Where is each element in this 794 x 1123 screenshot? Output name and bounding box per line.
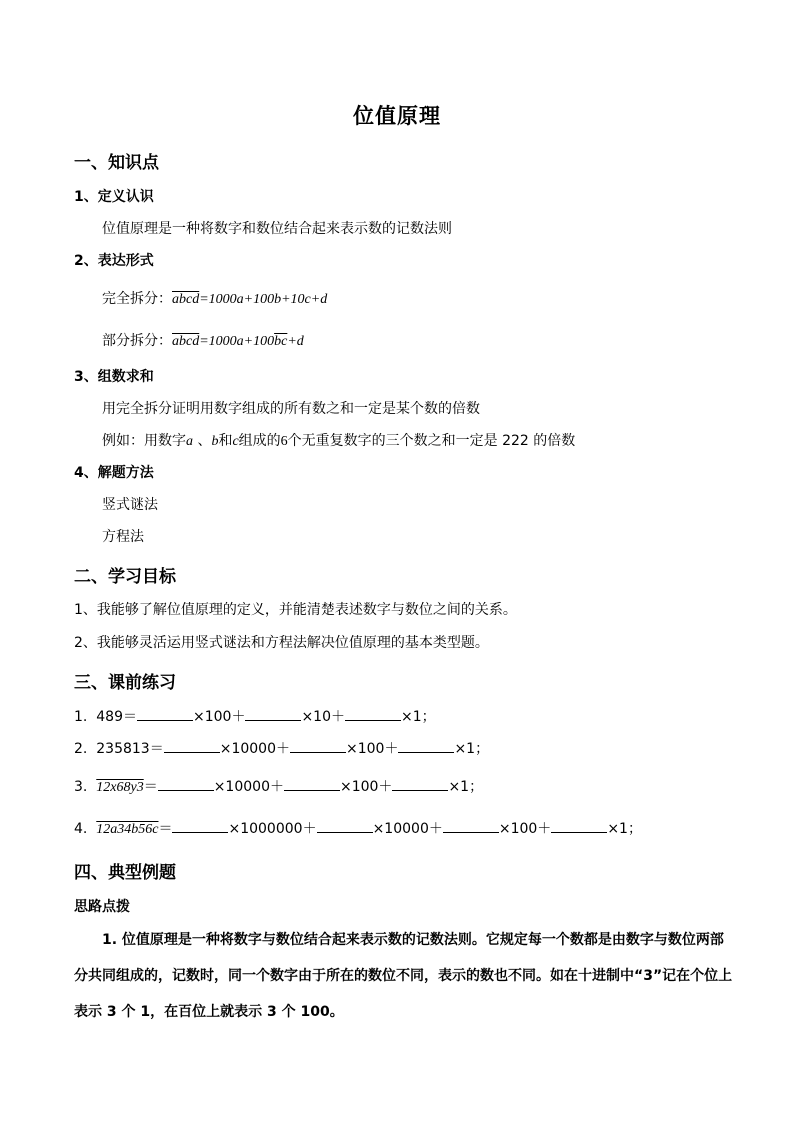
example-sep: 、: [193, 433, 212, 449]
q2-number: 2.: [74, 741, 88, 757]
q4-number: 4.: [74, 821, 88, 837]
example-mid: 组成的: [238, 433, 281, 449]
q2-lhs: 235813＝: [96, 741, 164, 757]
section-practice-heading: 三、课前练习: [74, 673, 176, 693]
method-equation: 方程法: [102, 529, 144, 545]
q4-blank-4[interactable]: [551, 819, 607, 833]
definition-text: 位值原理是一种将数字和数位结合起来表示数的记数法则: [102, 221, 452, 237]
example-and: 和: [218, 433, 233, 449]
q3-term-2: ×100＋: [339, 779, 393, 795]
expression-heading: 2、表达形式: [74, 253, 154, 269]
q1-term-1: ×100＋: [193, 709, 246, 725]
q3-blank-3[interactable]: [392, 777, 448, 791]
partial-split-label: 部分拆分：: [102, 333, 172, 349]
q2-blank-3[interactable]: [398, 739, 454, 753]
q4-term-3: ×100＋: [498, 821, 552, 837]
partial-split-rhs: =1000a+100: [199, 334, 275, 349]
sum-heading: 3、组数求和: [74, 369, 154, 385]
hint-paragraph-text: 1. 位值原理是一种将数字与数位结合起来表示数的记数法则。它规定每一个数都是由数字与数位两部分共同组成的，记数时，同一个数字由于所在的数位不同，表示的数也不同。如在十进制中“3”记在个位上表示 3 个 1，在百位上就表示 3 个 100。: [74, 932, 733, 1020]
example-a: a: [186, 434, 193, 449]
goal-2: 2、我能够灵活运用竖式谜法和方程法解决位值原理的基本类型题。: [74, 635, 489, 651]
q2-blank-1[interactable]: [164, 739, 220, 753]
q3-equals: ＝: [143, 779, 158, 795]
practice-q3: [74, 776, 483, 796]
sum-text: 用完全拆分证明用数字组成的所有数之和一定是某个数的倍数: [102, 401, 480, 417]
q3-number: 3.: [74, 779, 88, 795]
section-knowledge-heading: 一、知识点: [74, 153, 159, 173]
q2-term-1: ×10000＋: [219, 741, 290, 757]
practice-q1: [74, 706, 436, 726]
full-split-lhs: abcd: [172, 292, 200, 307]
practice-q4: [74, 818, 642, 838]
q1-blank-2[interactable]: [245, 707, 301, 721]
example-b: b: [211, 434, 219, 449]
full-split-line: [102, 288, 327, 308]
example-c: c: [232, 434, 239, 449]
q1-term-3: ×1；: [401, 709, 436, 725]
practice-q2: [74, 738, 489, 758]
example-suffix: 个无重复数字的三个数之和一定是 222 的倍数: [287, 433, 576, 449]
q1-blank-1[interactable]: [137, 707, 193, 721]
q3-blank-2[interactable]: [284, 777, 340, 791]
q1-number: 1.: [74, 709, 88, 725]
page-title: 位值原理: [353, 104, 441, 128]
section-examples-heading: 四、典型例题: [74, 863, 176, 883]
q2-term-3: ×1；: [454, 741, 490, 757]
definition-heading: 1、定义认识: [74, 189, 154, 205]
q3-number-bar: 12x68y3: [96, 780, 144, 795]
method-vertical: 竖式谜法: [102, 497, 158, 513]
q4-number-bar: 12a34b56c: [96, 822, 159, 837]
q4-blank-1[interactable]: [172, 819, 228, 833]
q1-blank-3[interactable]: [345, 707, 401, 721]
hint-paragraph: [74, 922, 734, 1030]
q4-term-4: ×1；: [607, 821, 642, 837]
section-goals-heading: 二、学习目标: [74, 567, 176, 587]
partial-split-bar: $\overline{bc}$: [274, 334, 288, 349]
q4-term-2: ×10000＋: [372, 821, 443, 837]
sum-example: [102, 430, 575, 450]
partial-split-line: [102, 330, 304, 350]
method-heading: 4、解题方法: [74, 465, 154, 481]
example-prefix: 例如：用数字: [102, 433, 186, 449]
q2-term-2: ×100＋: [346, 741, 399, 757]
q1-lhs: 489＝: [96, 709, 137, 725]
partial-split-rhs-end: +d: [287, 334, 304, 349]
q3-blank-1[interactable]: [158, 777, 214, 791]
example-six: 6: [280, 434, 288, 449]
q3-term-3: ×1；: [448, 779, 484, 795]
partial-split-lhs: abcd: [172, 334, 200, 349]
goal-1: 1、我能够了解位值原理的定义，并能清楚表述数字与数位之间的关系。: [74, 602, 517, 618]
q4-blank-2[interactable]: [317, 819, 373, 833]
q3-term-1: ×10000＋: [213, 779, 284, 795]
hint-subheading: 思路点拨: [74, 899, 130, 915]
full-split-rhs: =1000a+100b+10c+d: [199, 292, 328, 307]
q2-blank-2[interactable]: [290, 739, 346, 753]
q1-term-2: ×10＋: [301, 709, 345, 725]
q4-term-1: ×1000000＋: [228, 821, 317, 837]
q4-blank-3[interactable]: [443, 819, 499, 833]
full-split-label: 完全拆分：: [102, 291, 172, 307]
q4-equals: ＝: [158, 821, 173, 837]
